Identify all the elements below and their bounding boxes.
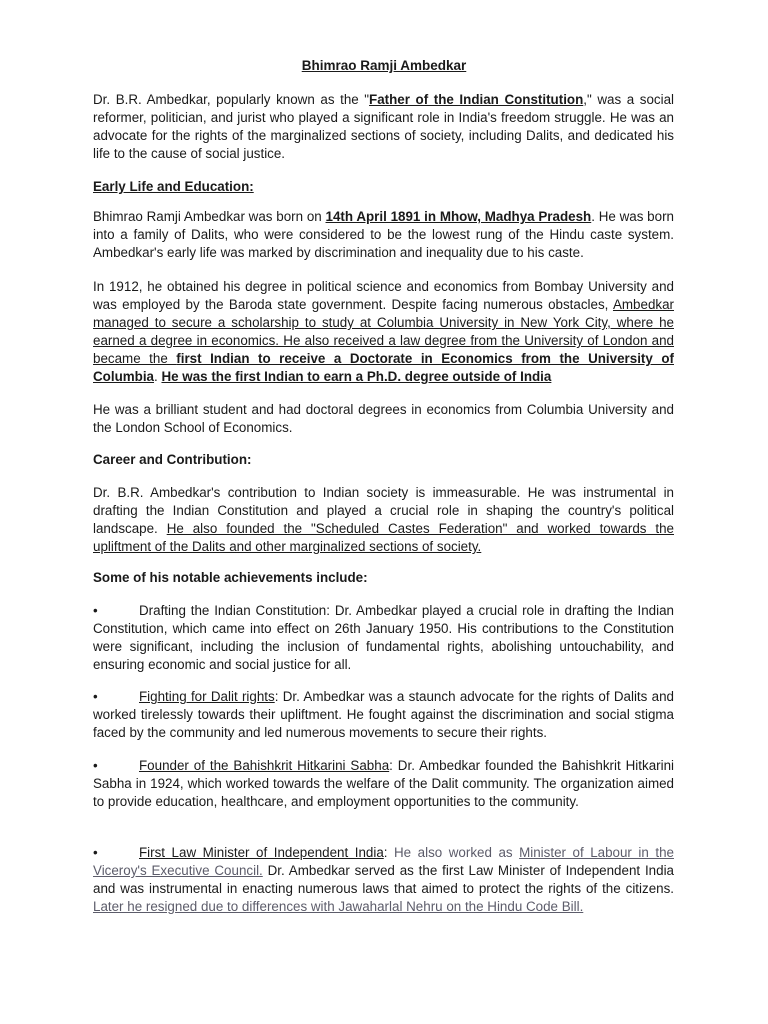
- early-p1-post: . He was born into a family of Dalits, who were considered to be the lowest rung of the Hindu caste system. Ambedkar's early life was marked by discrimination and inequality due to his caste.: [93, 209, 674, 260]
- early-p1-pre: Bhimrao Ramji Ambedkar was born on: [93, 209, 326, 224]
- early-p2-underlined: Ambedkar managed to secure a scholarship to study at Columbia University in New York City, where he earned a degree in economics. He also received a law degree from the University of London and became the: [93, 297, 674, 366]
- achievement-label: First Law Minister of Independent India: [139, 845, 384, 860]
- doctorate-highlight: first Indian to receive a Doctorate in Economics from the University of Columbia: [93, 351, 674, 384]
- labour-minister-link[interactable]: Minister of Labour in the Viceroy's Executive Council.: [93, 845, 674, 878]
- early-life-heading: Early Life and Education:: [93, 179, 254, 194]
- bullet-icon: •: [93, 689, 98, 704]
- achievement-item: [93, 688, 674, 742]
- document-title: Bhimrao Ramji Ambedkar: [301, 58, 467, 73]
- early-p2-separator: .: [154, 369, 162, 384]
- career-underlined: He also founded the "Scheduled Castes Federation" and worked towards the upliftment of the Dalits and other marginalized sections of society.: [93, 521, 674, 554]
- early-life-paragraph-1: [93, 208, 674, 262]
- early-life-paragraph-3: He was a brilliant student and had doctoral degrees in economics from Columbia University and the London School of Economics.: [93, 402, 674, 435]
- achievement-label: Fighting for Dalit rights: [139, 689, 275, 704]
- achievements-heading: Some of his notable achievements include:: [93, 570, 368, 585]
- bullet-icon: •: [93, 603, 98, 618]
- bullet-icon: •: [93, 758, 98, 773]
- achievement-label: Founder of the Bahishkrit Hitkarini Sabha: [139, 758, 390, 773]
- labour-minister-intro: He also worked as: [394, 845, 520, 860]
- intro-paragraph: [93, 91, 674, 163]
- achievement-text: : Dr. Ambedkar was a staunch advocate for the rights of Dalits and worked tirelessly towards their upliftment. He fought against the discrimination and social stigma faced by the community and led numerous movements to secure their rights.: [93, 689, 674, 740]
- phd-highlight: He was the first Indian to earn a Ph.D. degree outside of India: [161, 369, 552, 384]
- intro-emphasis: Father of the Indian Constitution: [369, 92, 584, 107]
- bullet-icon: •: [93, 845, 98, 860]
- early-p2-plain: In 1912, he obtained his degree in political science and economics from Bombay University and was employed by the Baroda state government. Despite facing numerous obstacles,: [93, 279, 674, 312]
- achievement-text: : Dr. Ambedkar founded the Bahishkrit Hitkarini Sabha in 1924, which worked towards the welfare of the Dalit community. The organization aimed to provide education, healthcare, and employment opportunities to the community.: [93, 758, 674, 809]
- achievement-item: [93, 757, 674, 811]
- achievement-item: [93, 844, 674, 916]
- career-plain: Dr. B.R. Ambedkar's contribution to Indian society is immeasurable. He was instrumental in drafting the Indian Constitution and played a crucial role in shaping the country's political landscape.: [93, 485, 674, 536]
- career-heading: Career and Contribution:: [93, 452, 252, 467]
- achievement-item: [93, 602, 674, 674]
- resignation-link[interactable]: Later he resigned due to differences with Jawaharlal Nehru on the Hindu Code Bill.: [93, 899, 584, 914]
- intro-text-pre: Dr. B.R. Ambedkar, popularly known as the ": [93, 92, 370, 107]
- achievement-colon: :: [383, 845, 395, 860]
- birth-details: 14th April 1891 in Mhow, Madhya Pradesh: [325, 209, 592, 224]
- early-life-paragraph-2: [93, 278, 674, 386]
- intro-text-post: ," was a social reformer, politician, and jurist who played a significant role in India's freedom struggle. He was an advocate for the rights of the marginalized sections of society, including Dalits, and dedicated his life to the cause of social justice.: [93, 92, 674, 161]
- achievement-text: Dr. Ambedkar served as the first Law Minister of Independent India and was instrumental in enacting numerous laws that aimed to protect the rights of the citizens.: [93, 863, 674, 896]
- career-paragraph: [93, 484, 674, 556]
- achievement-text: Drafting the Indian Constitution: Dr. Ambedkar played a crucial role in drafting the Indian Constitution, which came into effect on 26th January 1950. His contributions to the Constitution were significant, including the inclusion of fundamental rights, abolishing untouchability, and ensuring economic and social justice for all.: [93, 603, 674, 672]
